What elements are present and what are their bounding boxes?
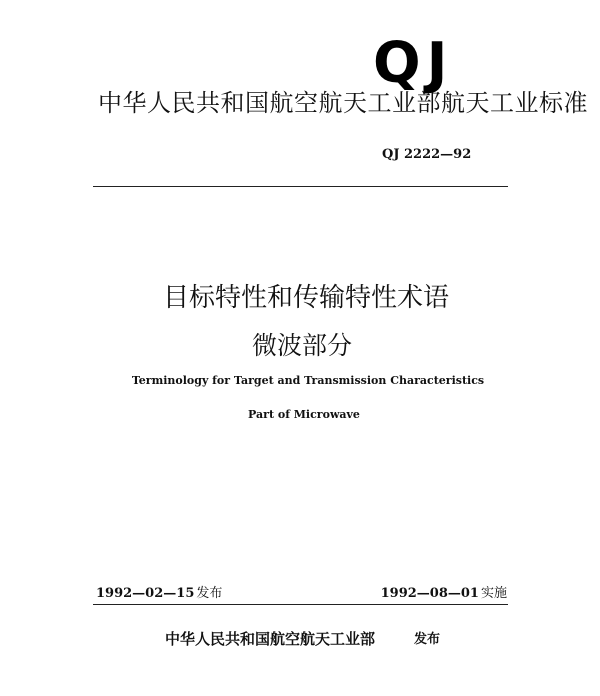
standard-organization-title: 中华人民共和国航空航天工业部航天工业标准 bbox=[98, 89, 588, 117]
publisher-name: 中华人民共和国航空航天工业部 bbox=[165, 630, 376, 648]
effective-date-block bbox=[381, 586, 507, 602]
title-en-line2: Part of Microwave bbox=[248, 408, 360, 421]
effective-label: 实施 bbox=[480, 586, 507, 601]
header-divider bbox=[93, 186, 508, 187]
issue-label: 发布 bbox=[196, 586, 223, 601]
qj-logo: QJ bbox=[373, 31, 454, 96]
issue-date-block bbox=[96, 586, 222, 602]
standard-code: QJ 2222—92 bbox=[382, 147, 472, 162]
title-en-line1: Terminology for Target and Transmission Characteristics bbox=[131, 374, 485, 387]
issue-date: 1992—02—15 bbox=[96, 586, 195, 601]
effective-date: 1992—08—01 bbox=[380, 586, 479, 601]
title-zh-line2: 微波部分 bbox=[251, 331, 352, 360]
title-zh-line1: 目标特性和传输特性术语 bbox=[162, 283, 449, 313]
footer-divider bbox=[93, 604, 508, 605]
publish-label: 发布 bbox=[414, 632, 441, 647]
